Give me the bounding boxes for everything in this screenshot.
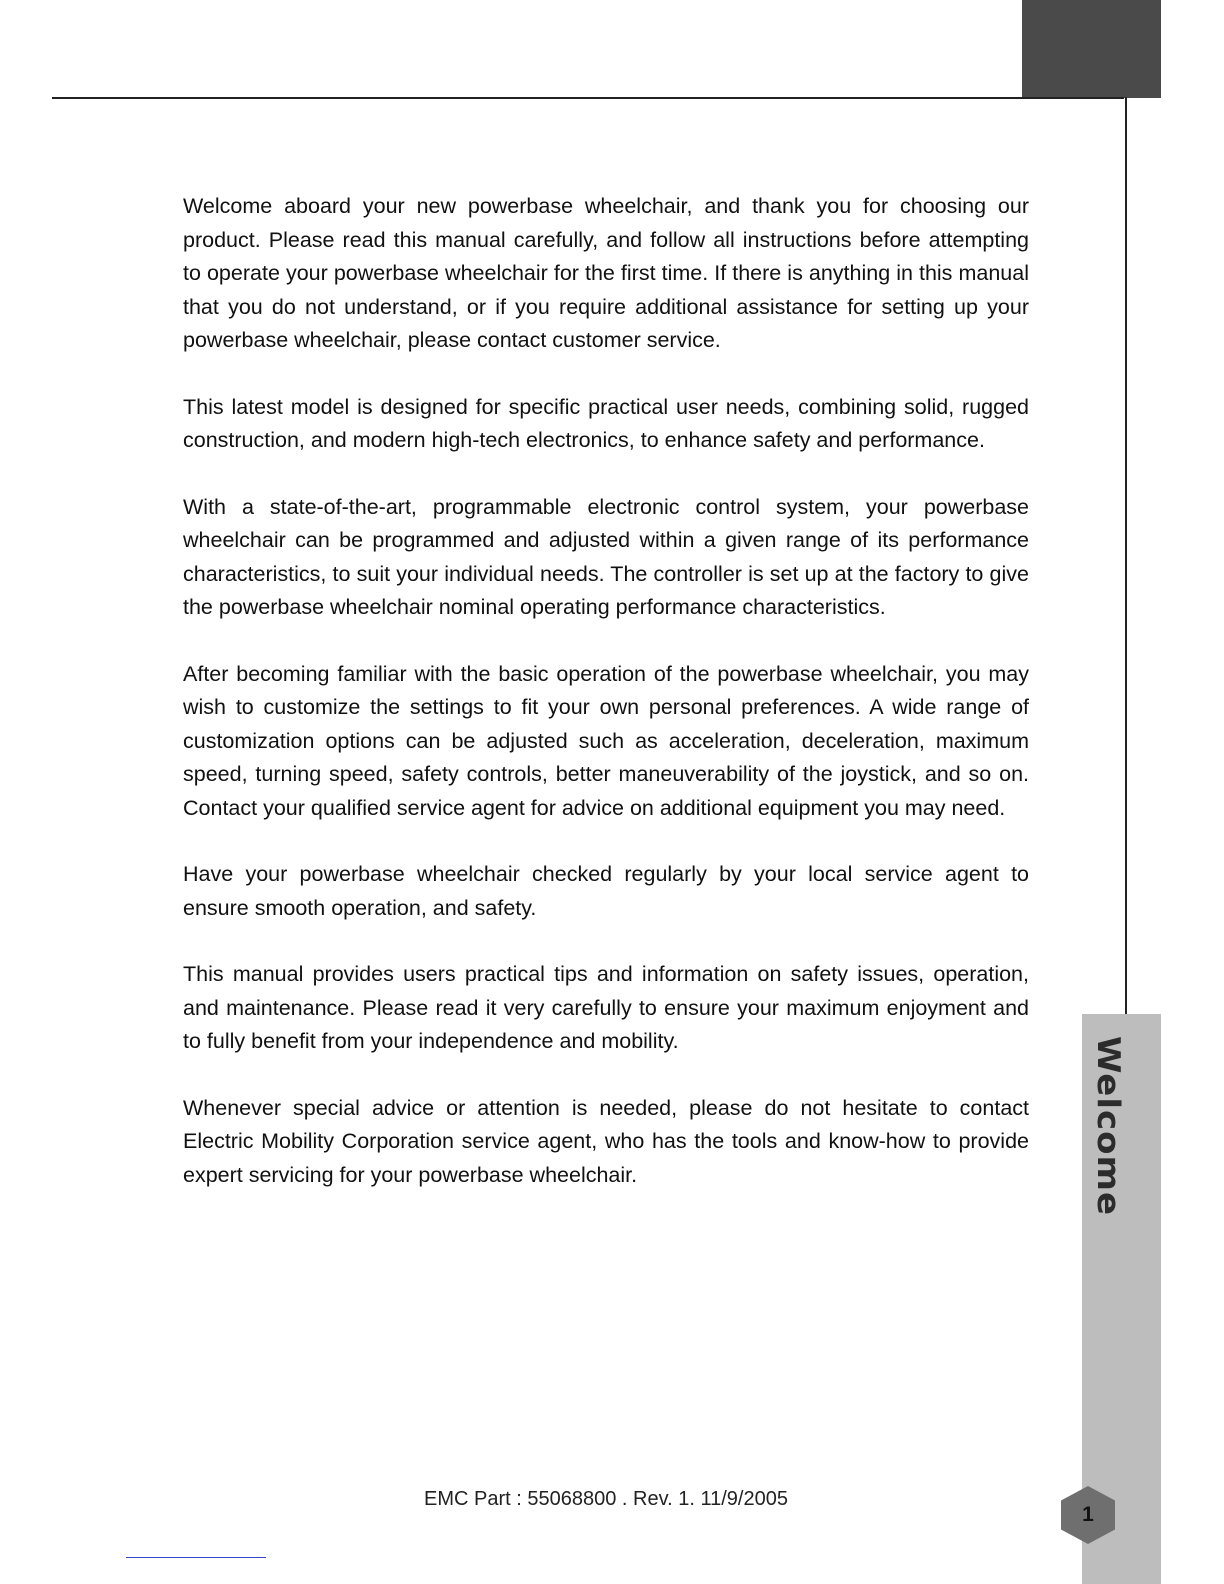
footnote-rule — [126, 1557, 266, 1558]
paragraph-regular-checks: Have your powerbase wheelchair checked regularly by your local service agent to ensure smooth operation, and safety. — [183, 862, 1029, 920]
paragraph-control-system: With a state-of-the-art, programmable electronic control system, your powerbase wheelchair can be programmed and adjusted within a given range of its performance characteristics, to suit your individual needs. The controller is set up at the factory to give the powerbase wheelchair nominal operating performance characteristics. — [183, 494, 1029, 619]
footer-part-number: EMC Part : 55068800 . Rev. 1. 11/9/2005 — [424, 1488, 788, 1510]
header-block — [1022, 0, 1161, 98]
side-rule — [1125, 97, 1127, 1015]
page-number: 1 — [1082, 1503, 1094, 1526]
paragraph-welcome: Welcome aboard your new powerbase wheelchair, and thank you for choosing our product. Please read this manual carefully, and follow all instructions before attempting to operate your powerbase wheelchair for the first time. If there is anything in this manual that you do not understand, or if you require additional assistance for setting up your powerbase wheelchair, please contact customer service. — [183, 194, 1029, 352]
paragraph-latest-model: This latest model is designed for specific practical user needs, combining solid, rugged construction, and modern high-tech electronics, to enhance safety and performance. — [183, 394, 1029, 452]
body-text — [183, 190, 1029, 1225]
paragraph-customization: After becoming familiar with the basic operation of the powerbase wheelchair, you may wish to customize the settings to fit your own personal preferences. A wide range of customization options can be adjusted such as acceleration, deceleration, maximum speed, turning speed, safety controls, better maneuverability of the joystick, and so on. Contact your qualified service agent for advice on additional equipment you may need. — [183, 661, 1029, 820]
section-tab-label: Welcome — [1089, 1036, 1127, 1217]
paragraph-manual-tips: This manual provides users practical tips and information on safety issues, operation, and maintenance. Please read it very carefully to ensure your maximum enjoyment and to fully benefit from your independence and mobility. — [183, 962, 1029, 1053]
header-rule — [52, 97, 1124, 99]
paragraph-contact-service: Whenever special advice or attention is needed, please do not hesitate to contact Electric Mobility Corporation service agent, who has the tools and know-how to provide expert servicing for your powerbase wheelchair. — [183, 1095, 1029, 1187]
